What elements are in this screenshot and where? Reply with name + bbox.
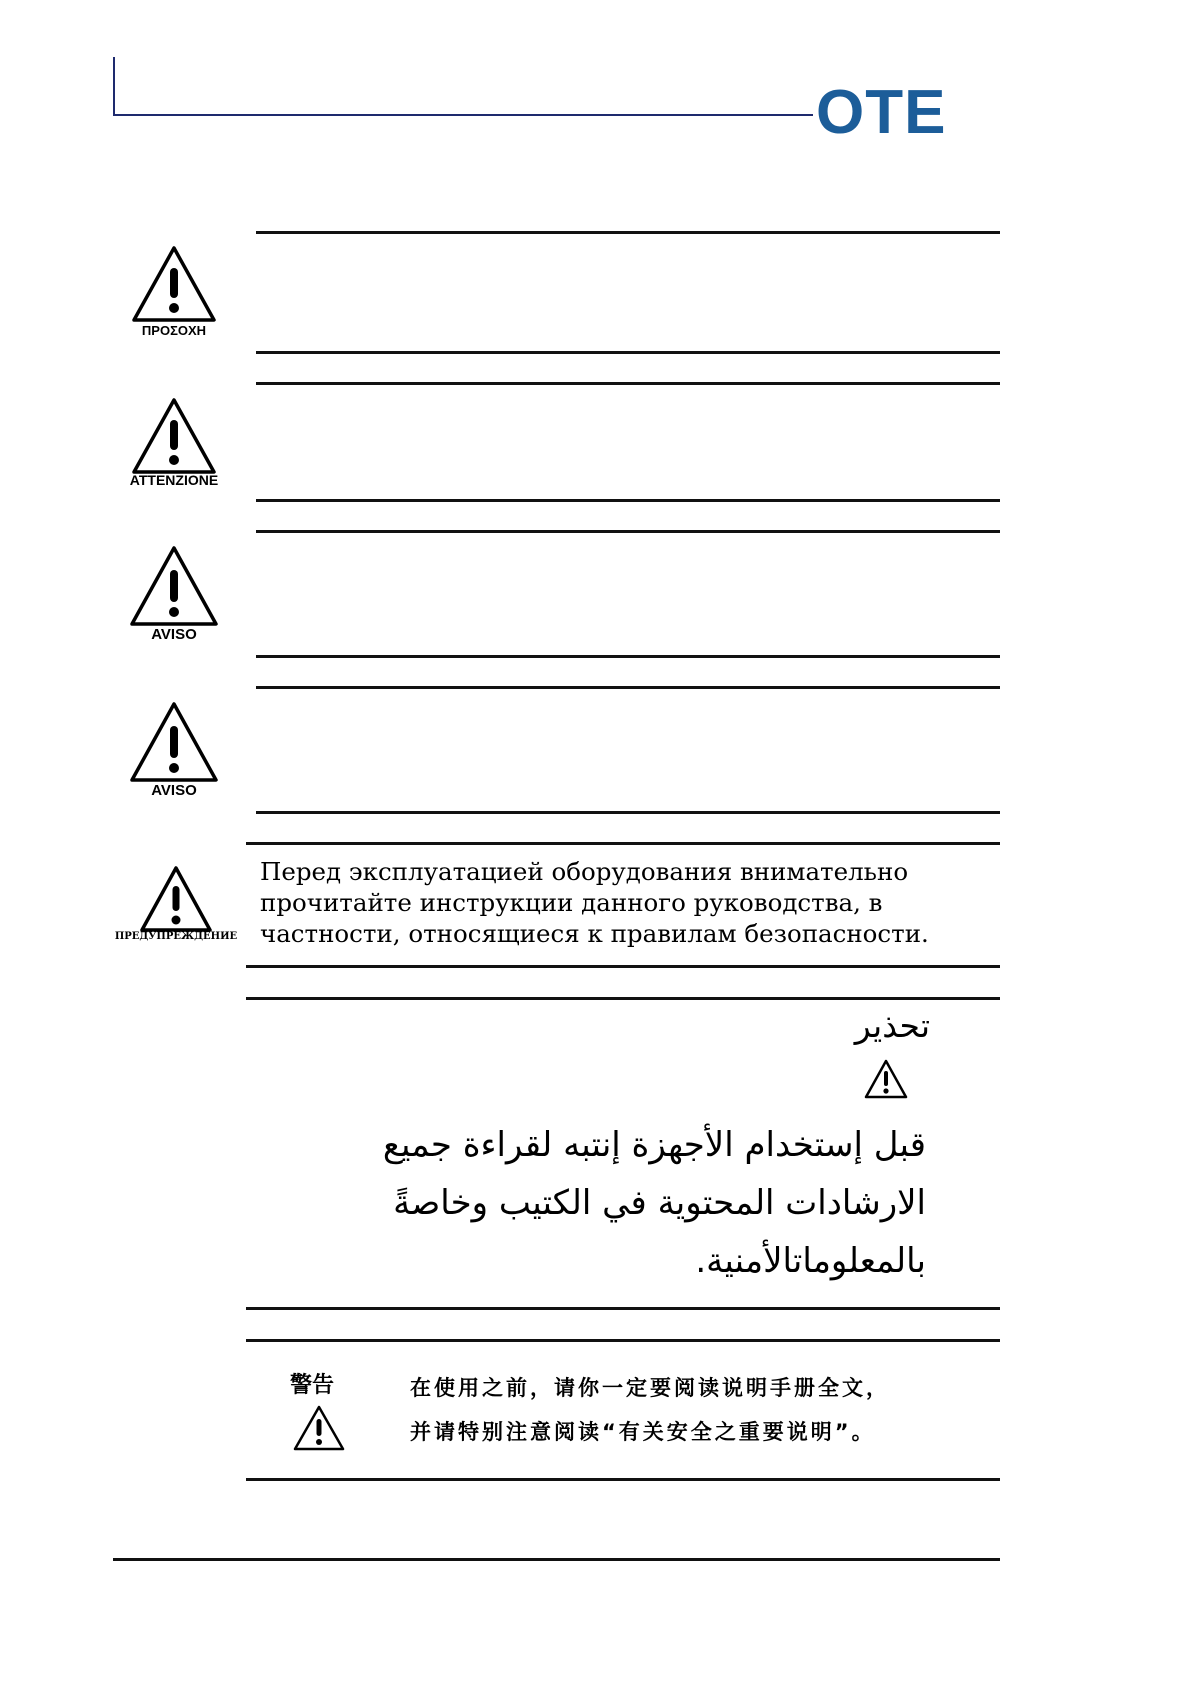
- section-rule: [246, 1478, 1000, 1481]
- header-vertical-line: [113, 57, 115, 115]
- text-line: частности, относящиеся к правилам безопасности.: [260, 919, 929, 948]
- warning-text-ar: [310, 1116, 926, 1290]
- text-line: 并请特别注意阅读“有关安全之重要说明”。: [410, 1420, 876, 1444]
- warning-label: AVISO: [151, 782, 197, 799]
- text-line: الارشادات المحتوية في الكتيب وخاصةً: [393, 1183, 926, 1223]
- section-rule: [256, 231, 1000, 234]
- warning-label: ATTENZIONE: [129, 472, 219, 488]
- section-rule: [256, 655, 1000, 658]
- footer-rule: [113, 1558, 1000, 1561]
- warning-label-zh: 警告: [290, 1373, 335, 1398]
- text-line: قبل إستخدام الأجهزة إنتبه لقراءة جميع: [382, 1125, 926, 1165]
- warning-text-ru: [260, 856, 1000, 949]
- section-rule: [246, 842, 1000, 845]
- warning-triangle-icon: [128, 544, 220, 628]
- section-rule: [256, 811, 1000, 814]
- warning-title-ar: تحذير: [854, 1006, 930, 1045]
- warning-triangle-icon: [128, 700, 220, 784]
- warning-label: AVISO: [151, 626, 197, 643]
- section-rule: [256, 382, 1000, 385]
- section-rule: [246, 965, 1000, 968]
- warning-label: ПРЕДУПРЕЖДЕНИЕ: [114, 931, 238, 942]
- section-rule: [256, 499, 1000, 502]
- section-rule: [256, 351, 1000, 354]
- section-rule: [256, 530, 1000, 533]
- warning-triangle-icon: [138, 864, 214, 934]
- text-line: прочитайте инструкции данного руководства, в: [260, 888, 883, 917]
- warning-triangle-icon: [130, 396, 218, 476]
- text-line: بالمعلوماتالأمنية.: [695, 1241, 926, 1281]
- ote-logo: OTE: [816, 78, 947, 147]
- text-line: 在使用之前，请你一定要阅读说明手册全文，: [410, 1376, 890, 1400]
- warning-triangle-icon: [292, 1404, 346, 1452]
- text-line: Перед эксплуатацией оборудования внимательно: [260, 857, 909, 886]
- section-rule: [246, 1307, 1000, 1310]
- header-horizontal-line: [113, 114, 813, 116]
- warning-label: ΠΡΟΣΟΧΗ: [141, 323, 207, 338]
- section-rule: [246, 1339, 1000, 1342]
- warning-triangle-icon: [863, 1058, 909, 1100]
- section-rule: [246, 997, 1000, 1000]
- warning-triangle-icon: [130, 244, 218, 324]
- section-rule: [256, 686, 1000, 689]
- warning-text-zh: [410, 1366, 1010, 1454]
